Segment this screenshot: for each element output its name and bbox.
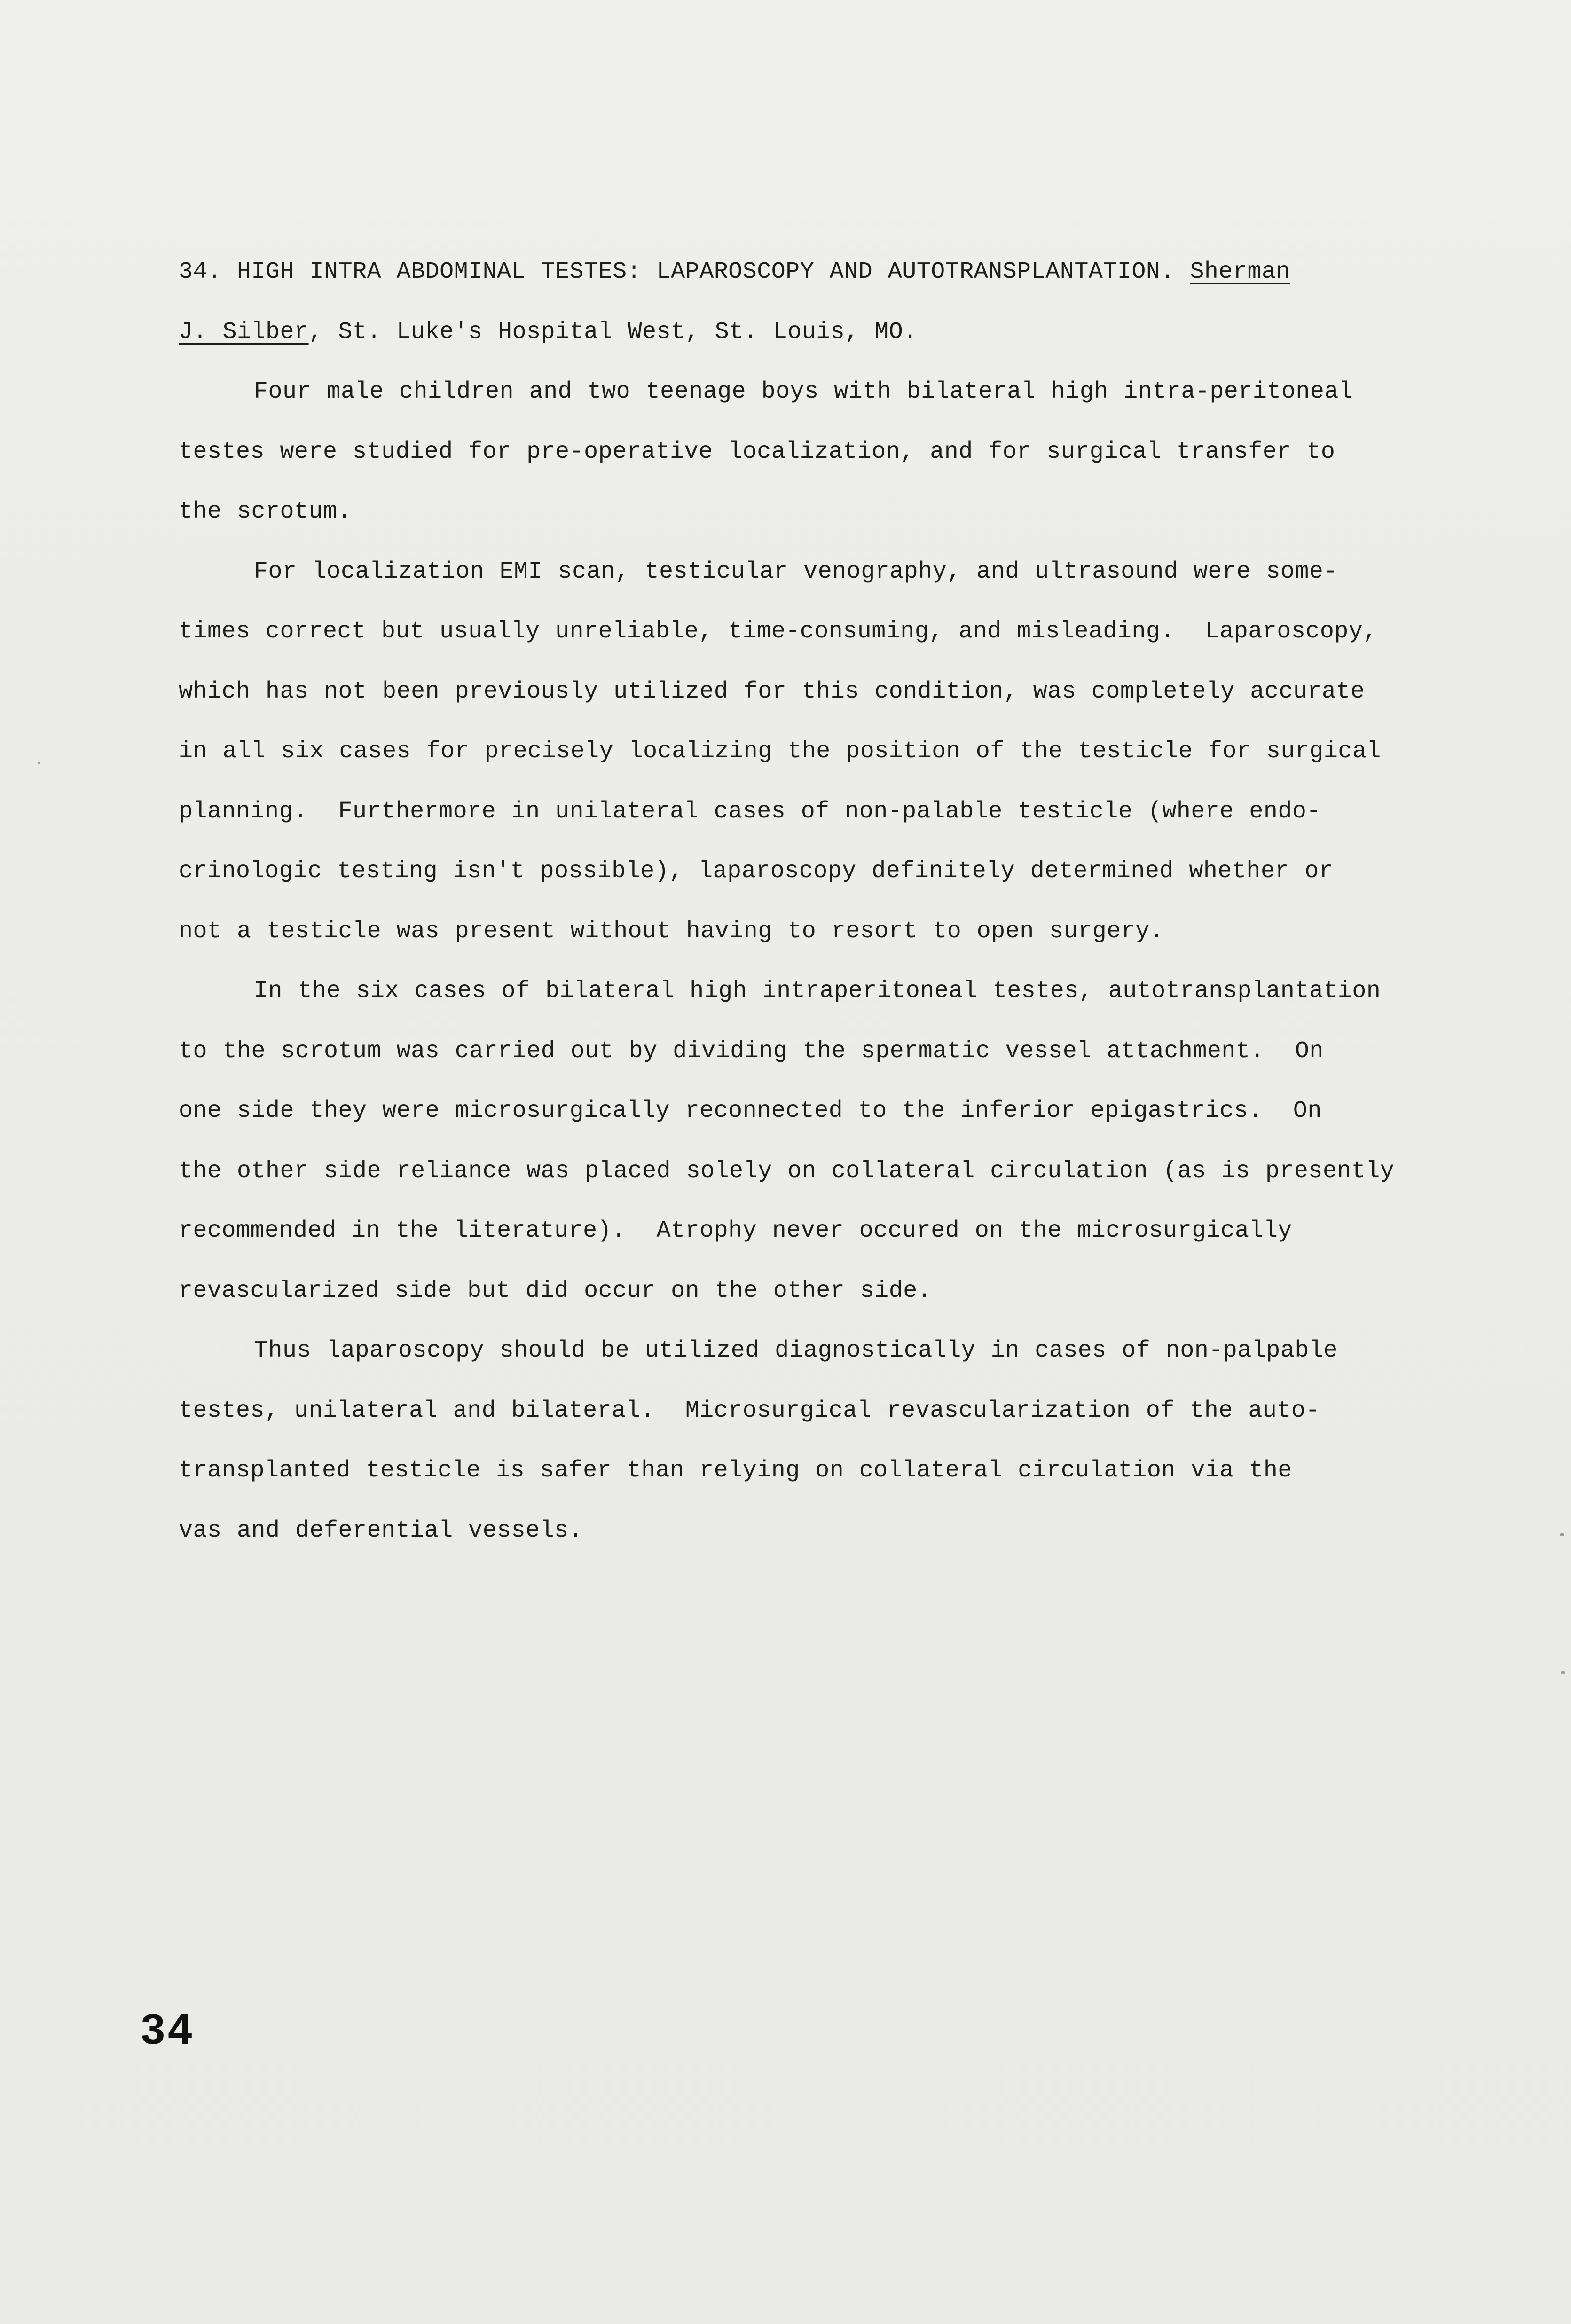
abstract-title: HIGH INTRA ABDOMINAL TESTES: LAPAROSCOPY AND AUTOTRANSPLANTATION.	[237, 259, 1175, 285]
title-line-2	[179, 302, 1457, 362]
paragraph-4-line: transplanted testicle is safer than relying on collateral circulation via the	[179, 1457, 1292, 1484]
paragraph-3-line: to the scrotum was carried out by dividing the spermatic vessel attachment. On	[179, 1037, 1324, 1065]
paragraph-1-line: testes were studied for pre-operative localization, and for surgical transfer to	[179, 438, 1335, 465]
paragraph-4-line: testes, unilateral and bilateral. Microsurgical revascularization of the auto-	[179, 1397, 1320, 1424]
paragraph-3-line: recommended in the literature). Atrophy never occured on the microsurgically	[179, 1217, 1292, 1244]
paragraph-2-line: crinologic testing isn't possible), laparoscopy definitely determined whether or	[179, 858, 1334, 885]
margin-speck	[38, 762, 40, 764]
abstract-body	[179, 242, 1457, 1561]
author-first-name: Sherman	[1190, 259, 1290, 285]
paragraph-4-line: vas and deferential vessels.	[179, 1517, 583, 1544]
paragraph-2-line: which has not been previously utilized for this condition, was completely accurate	[179, 678, 1365, 705]
paragraph-2-line: planning. Furthermore in unilateral cases of non-palable testicle (where endo-	[179, 798, 1321, 825]
paragraph-3-line: the other side reliance was placed solely on collateral circulation (as is presently	[179, 1157, 1395, 1185]
paragraph-1-line: Four male children and two teenage boys with bilateral high intra-peritoneal	[254, 378, 1353, 405]
paragraph-2-line: not a testicle was present without having to resort to open surgery.	[179, 918, 1164, 945]
abstract-number: 34.	[179, 259, 222, 285]
title-line-1	[179, 242, 1457, 302]
paragraph-2-line: times correct but usually unreliable, time-consuming, and misleading. Laparoscopy,	[179, 618, 1377, 645]
author-last-name: J. Silber	[179, 318, 309, 345]
paragraph-3-line: revascularized side but did occur on the other side.	[179, 1277, 932, 1304]
paragraph-3-line: one side they were microsurgically reconnected to the inferior epigastrics. On	[179, 1098, 1322, 1124]
paragraph-1-line: the scrotum.	[179, 498, 352, 525]
paragraph-4-line: Thus laparoscopy should be utilized diagnostically in cases of non-palpable	[254, 1337, 1338, 1364]
margin-speck	[1561, 1671, 1565, 1674]
margin-speck	[1560, 1533, 1564, 1536]
author-affiliation: , St. Luke's Hospital West, St. Louis, MO.	[308, 318, 918, 345]
page-number: 34	[141, 2005, 195, 2053]
paragraph-3-line: In the six cases of bilateral high intraperitoneal testes, autotransplantation	[254, 978, 1381, 1005]
paragraph-2-line: For localization EMI scan, testicular venography, and ultrasound were some-	[254, 558, 1338, 585]
paragraph-2-line: in all six cases for precisely localizing the position of the testicle for surgical	[179, 738, 1381, 765]
